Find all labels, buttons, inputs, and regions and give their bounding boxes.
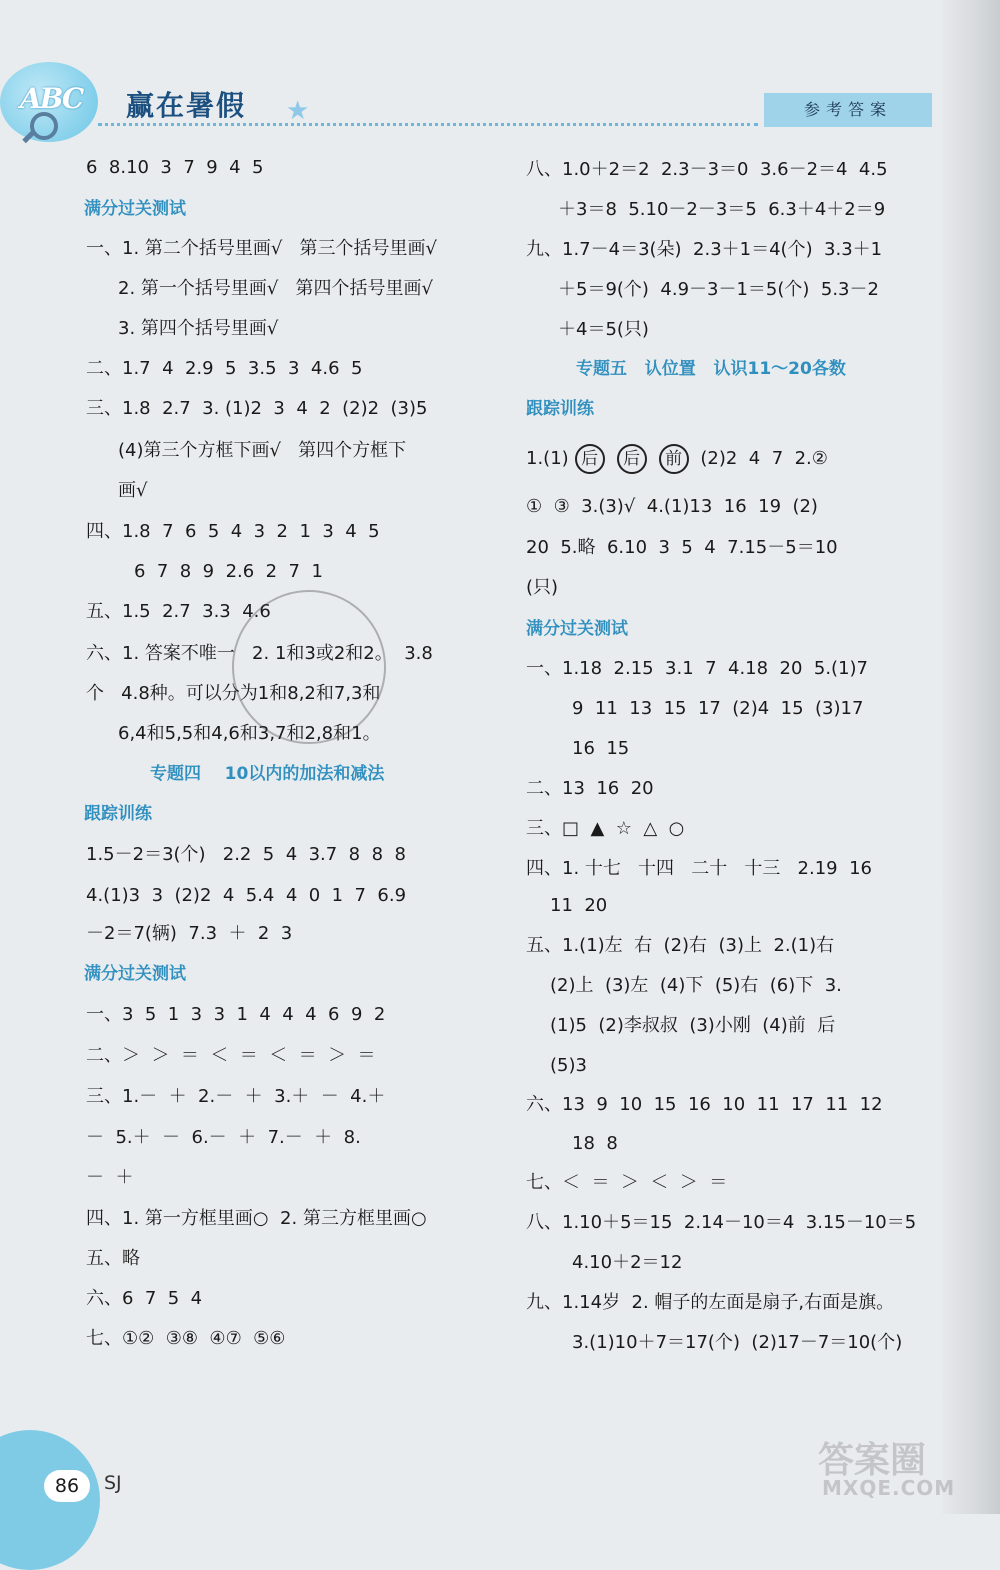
right-line: 九、1.14岁 2. 帽子的左面是扇子,右面是旗。 [526,1292,895,1313]
left-line: 1.5－2＝3(个) 2.2 5 4 3.7 8 8 8 [86,844,406,865]
left-line: 6,4和5,5和4,6和3,7和2,8和1。 [118,723,381,744]
right-line: 三、□ ▲ ☆ △ ○ [526,818,685,839]
left-line: － 5.＋ － 6.－ ＋ 7.－ ＋ 8. [86,1127,361,1148]
right-line: ＋5＝9(个) 4.9－3－1＝5(个) 5.3－2 [558,279,879,300]
left-line: 七、①② ③⑧ ④⑦ ⑤⑥ [86,1328,286,1349]
left-line: 四、1. 第一方框里画○ 2. 第三方框里画○ [86,1208,427,1229]
right-line: 六、13 9 10 15 16 10 11 17 11 12 [526,1094,883,1115]
watermark-logo: 答案圈 [818,1440,927,1481]
section-heading: 专题五 认位置 认识11～20各数 [576,359,846,379]
left-line: 六、1. 答案不唯一 2. 1和3或2和2。 3.8 [86,643,433,664]
watermark-site: MXQE.COM [822,1476,956,1500]
section-heading: 专题四 10以内的加法和减法 [150,764,385,784]
edition-code: SJ [104,1472,122,1494]
left-line: － ＋ [86,1167,134,1188]
section-tab: 参考答案 [764,93,932,127]
right-line: (只) [526,577,559,598]
footer-bubble [0,1430,100,1570]
left-line: 6 7 8 9 2.6 2 7 1 [134,561,323,582]
right-line: 一、1.18 2.15 3.1 7 4.18 20 5.(1)7 [526,658,868,679]
left-line: 一、1. 第二个括号里画√ 第三个括号里画√ [86,238,437,259]
left-line: (4)第三个方框下画√ 第四个方框下 [118,440,407,461]
left-line: 五、略 [86,1248,140,1269]
left-line: 4.(1)3 3 (2)2 4 5.4 4 0 1 7 6.9 [86,885,407,906]
left-line: 三、1.8 2.7 3. (1)2 3 4 2 (2)2 (3)5 [86,398,428,419]
left-line: 一、3 5 1 3 3 1 4 4 4 6 9 2 [86,1004,386,1025]
section-heading: 满分过关测试 [526,619,628,639]
right-line: 八、1.10＋5＝15 2.14－10＝4 3.15－10＝5 [526,1212,917,1233]
right-line: 20 5.略 6.10 3 5 4 7.15－5＝10 [526,537,838,558]
right-line: 五、1.(1)左 右 (2)右 (3)上 2.(1)右 [526,935,835,956]
right-line: 二、13 16 20 [526,778,654,799]
left-line: 2. 第一个括号里画√ 第四个括号里画√ [118,278,433,299]
circled-prefix: 1.(1) [526,448,569,469]
section-heading: 跟踪训练 [84,804,152,824]
right-line: (2)2 4 7 2.② [700,448,828,469]
left-line: 个 4.8种。可以分为1和8,2和7,3和 [86,683,381,704]
right-line: (5)3 [550,1055,587,1076]
header-dotted-rule [98,123,758,126]
left-line: 六、6 7 5 4 [86,1288,203,1309]
right-line: (2)上 (3)左 (4)下 (5)右 (6)下 3. [550,975,842,996]
right-line: 16 15 [572,738,630,759]
right-line: 9 11 13 15 17 (2)4 15 (3)17 [572,698,864,719]
circled-character: 前 [659,444,689,474]
left-line: 二、＞ ＞ ＝ ＜ ＝ ＜ ＝ ＞ ＝ [86,1045,376,1066]
right-line: ＋4＝5(只) [558,319,649,340]
section-heading: 满分过关测试 [84,964,186,984]
page-edge-shadow [942,0,1000,1514]
right-line: ＋3＝8 5.10－2－3＝5 6.3＋4＋2＝9 [558,199,886,220]
right-line: 七、＜ ＝ ＞ ＜ ＞ ＝ [526,1172,728,1193]
star-icon: ★ [286,96,310,126]
magnifier-icon [30,112,58,140]
left-line: －2＝7(辆) 7.3 ＋ 2 3 [86,923,293,944]
section-heading: 满分过关测试 [84,199,186,219]
circled-character: 后 [617,444,647,474]
right-line: 九、1.7－4＝3(朵) 2.3＋1＝4(个) 3.3＋1 [526,239,883,260]
abc-logo-text: ABC [20,82,83,115]
circled-answers [526,444,828,474]
right-line: 4.10＋2＝12 [572,1252,683,1273]
section-heading: 跟踪训练 [526,399,594,419]
left-line: 四、1.8 7 6 5 4 3 2 1 3 4 5 [86,521,380,542]
left-line: 画√ [118,480,148,501]
left-line: 五、1.5 2.7 3.3 4.6 [86,601,271,622]
circled-character: 后 [575,444,605,474]
right-line: 11 20 [550,895,608,916]
left-line: 三、1.－ ＋ 2.－ ＋ 3.＋ － 4.＋ [86,1086,386,1107]
right-line: ① ③ 3.(3)√ 4.(1)13 16 19 (2) [526,496,818,517]
right-line: 四、1. 十七 十四 二十 十三 2.19 16 [526,858,872,879]
right-line: 18 8 [572,1133,618,1154]
right-line: 八、1.0＋2＝2 2.3－3＝0 3.6－2＝4 4.5 [526,159,888,180]
left-line: 6 8.10 3 7 9 4 5 [86,157,264,178]
right-line: 3.(1)10＋7＝17(个) (2)17－7＝10(个) [572,1332,903,1353]
left-line: 二、1.7 4 2.9 5 3.5 3 4.6 5 [86,358,363,379]
right-line: (1)5 (2)李叔叔 (3)小刚 (4)前 后 [550,1015,836,1036]
page-number: 86 [44,1470,90,1502]
book-title: 赢在暑假 [126,89,247,122]
left-line: 3. 第四个括号里画√ [118,318,279,339]
